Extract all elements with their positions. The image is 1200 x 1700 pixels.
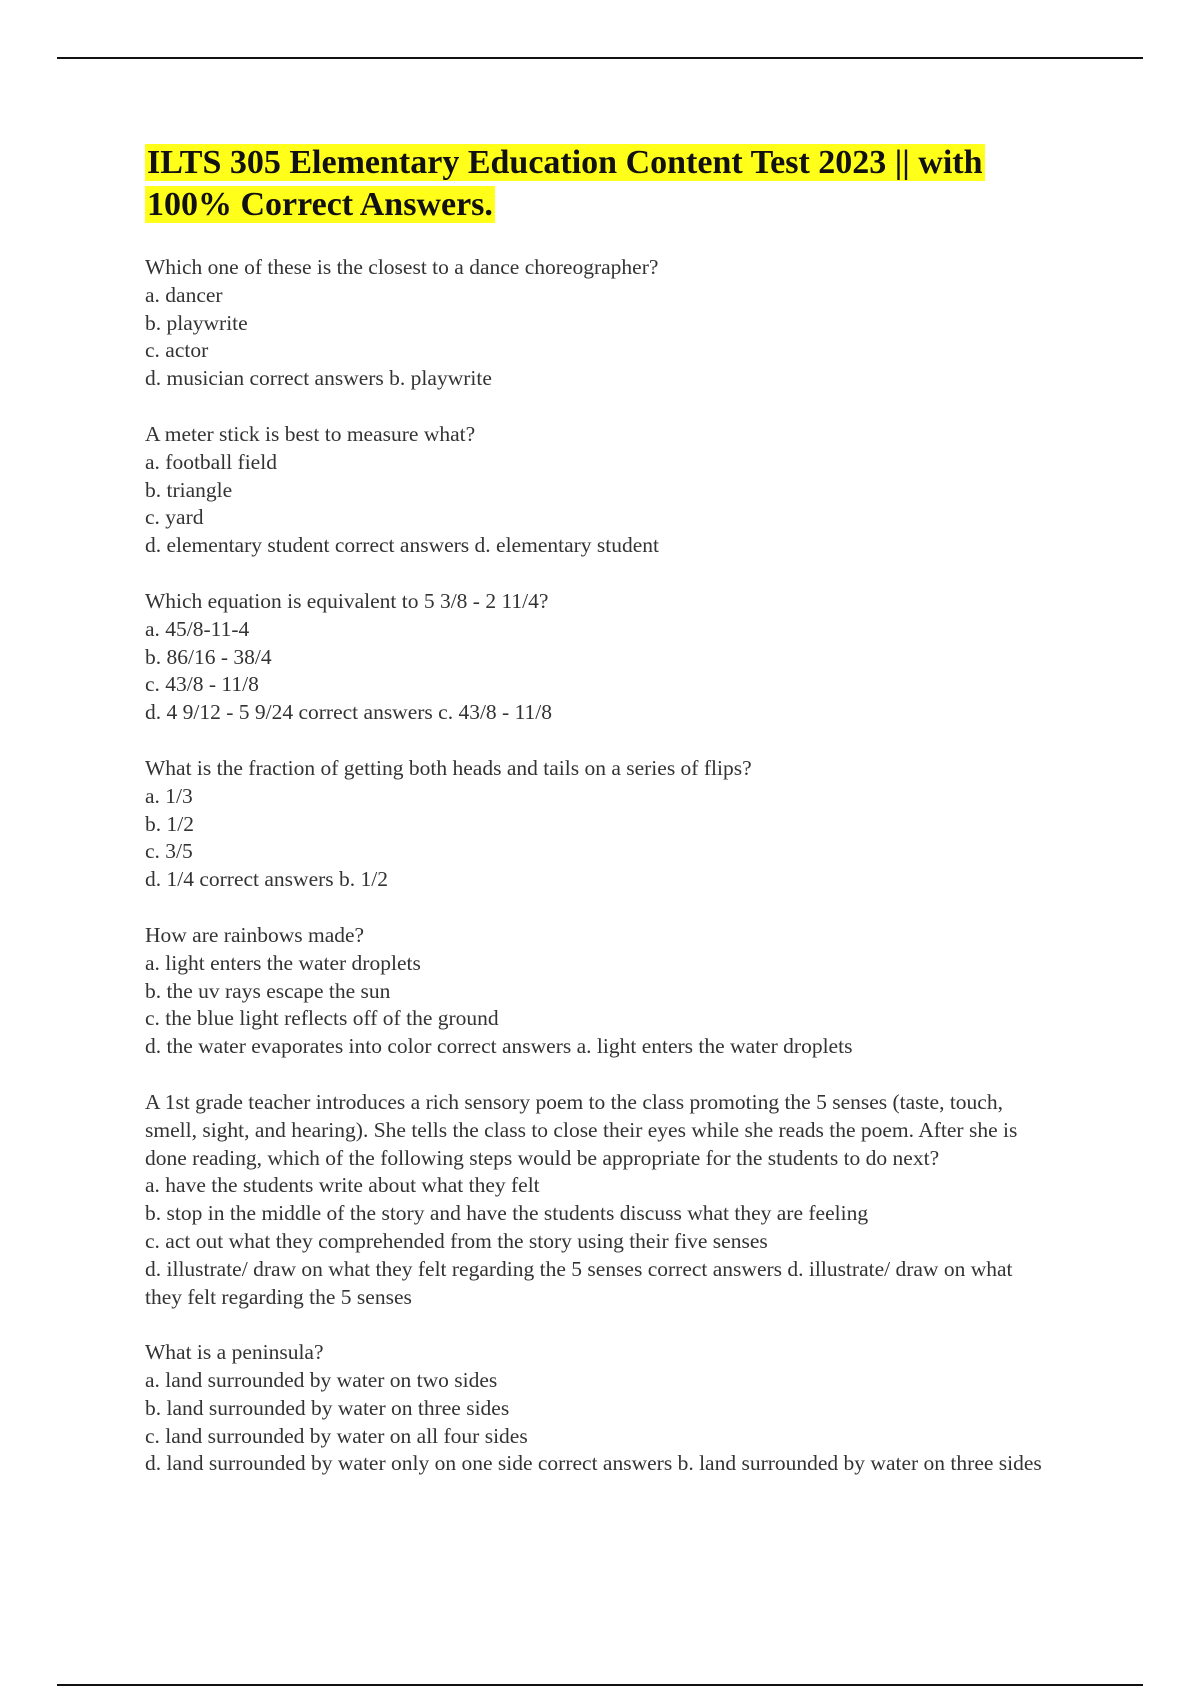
- answer-option: b. the uv rays escape the sun: [145, 978, 391, 1003]
- bottom-rule: [57, 1684, 1143, 1686]
- answer-option: b. 86/16 - 38/4: [145, 644, 272, 669]
- document-title: [145, 142, 1050, 226]
- answer-option: a. land surrounded by water on two sides: [145, 1368, 498, 1393]
- answer-option: b. stop in the middle of the story and have the students discuss what they are feeling: [145, 1201, 869, 1226]
- question-block: [145, 1339, 1050, 1478]
- answer-option: a. have the students write about what they felt: [145, 1173, 540, 1198]
- question-text: What is the fraction of getting both heads and tails on a series of flips?: [145, 755, 752, 780]
- answer-option-with-correct-answer: d. musician correct answers b. playwrite: [145, 366, 492, 391]
- answer-option: c. land surrounded by water on all four sides: [145, 1423, 528, 1448]
- answer-option: b. land surrounded by water on three sides: [145, 1395, 510, 1420]
- answer-option: c. 3/5: [145, 839, 193, 864]
- answer-option-with-correct-answer: d. 4 9/12 - 5 9/24 correct answers c. 43/8 - 11/8: [145, 700, 553, 725]
- question-text: How are rainbows made?: [145, 922, 365, 947]
- answer-option-with-correct-answer: d. the water evaporates into color correct answers a. light enters the water droplets: [145, 1034, 853, 1059]
- answer-option: c. yard: [145, 505, 204, 530]
- answer-option: c. 43/8 - 11/8: [145, 672, 259, 697]
- answer-option: b. triangle: [145, 477, 233, 502]
- answer-option: c. the blue light reflects off of the ground: [145, 1006, 499, 1031]
- question-text: A meter stick is best to measure what?: [145, 421, 476, 446]
- answer-option-with-correct-answer: d. illustrate/ draw on what they felt regarding the 5 senses correct answers d. illustrate/ draw on what they felt regarding the 5 senses: [145, 1256, 1013, 1309]
- question-block: [145, 1089, 1050, 1311]
- question-block: [145, 755, 1050, 894]
- answer-option: a. light enters the water droplets: [145, 950, 421, 975]
- document-page: [145, 142, 1050, 1506]
- answer-option: a. football field: [145, 449, 277, 474]
- answer-option: c. act out what they comprehended from the story using their five senses: [145, 1228, 768, 1253]
- question-text: Which equation is equivalent to 5 3/8 - 2 11/4?: [145, 588, 549, 613]
- answer-option: b. 1/2: [145, 811, 194, 836]
- answer-option-with-correct-answer: d. land surrounded by water only on one side correct answers b. land surrounded by water on three sides: [145, 1451, 1042, 1476]
- top-rule: [57, 57, 1143, 59]
- question-text: Which one of these is the closest to a dance choreographer?: [145, 255, 659, 279]
- title-highlight: ILTS 305 Elementary Education Content Test 2023 || with 100% Correct Answers.: [147, 144, 983, 223]
- question-block: [145, 922, 1050, 1061]
- answer-option-with-correct-answer: d. elementary student correct answers d. elementary student: [145, 533, 660, 558]
- answer-option: c. actor: [145, 338, 209, 363]
- answer-option-with-correct-answer: d. 1/4 correct answers b. 1/2: [145, 867, 388, 892]
- question-block: [145, 254, 1050, 393]
- question-block: [145, 421, 1050, 560]
- answer-option: a. 1/3: [145, 783, 193, 808]
- answer-option: a. dancer: [145, 282, 223, 307]
- question-text: A 1st grade teacher introduces a rich sensory poem to the class promoting the 5 senses (taste, touch, smell, sight, and hearing). She tells the class to close their eyes while she reads the poem. After she is done reading, which of the following steps would be appropriate for the students to do next?: [145, 1089, 1018, 1170]
- question-text: What is a peninsula?: [145, 1340, 324, 1365]
- answer-option: b. playwrite: [145, 310, 248, 335]
- question-block: [145, 588, 1050, 727]
- answer-option: a. 45/8-11-4: [145, 616, 250, 641]
